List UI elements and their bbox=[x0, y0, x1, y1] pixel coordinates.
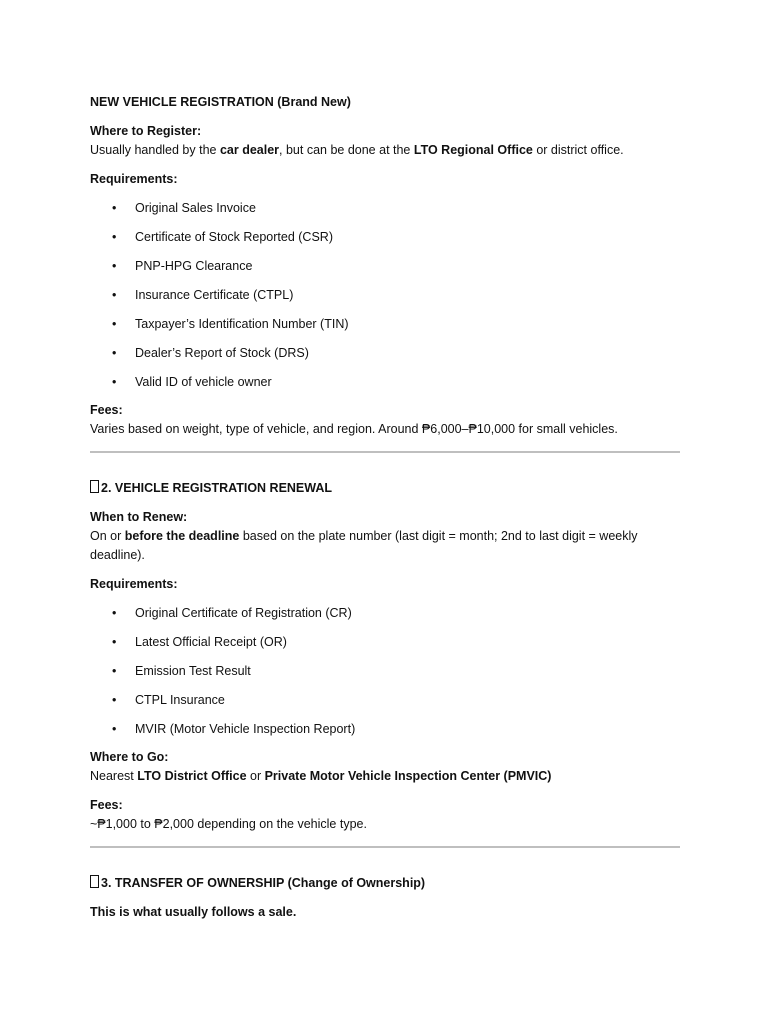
requirements-label: Requirements: bbox=[90, 577, 178, 591]
requirements-list-new bbox=[90, 199, 680, 392]
box-icon bbox=[90, 875, 99, 888]
fees-label: Fees: bbox=[90, 403, 123, 417]
list-item: • Original Sales Invoice bbox=[90, 199, 680, 218]
fees-text: Varies based on weight, type of vehicle, and region. Around ₱6,000–₱10,000 for small vehicles. bbox=[90, 422, 618, 436]
where-to-go-text: Nearest LTO District Office or Private Motor Vehicle Inspection Center (PMVIC) bbox=[90, 769, 552, 783]
requirements-list-renewal bbox=[90, 604, 680, 739]
list-item: • Dealer’s Report of Stock (DRS) bbox=[90, 344, 680, 363]
list-item: • Certificate of Stock Reported (CSR) bbox=[90, 228, 680, 247]
list-item: • CTPL Insurance bbox=[90, 691, 680, 710]
list-item: • Insurance Certificate (CTPL) bbox=[90, 286, 680, 305]
list-item: • Emission Test Result bbox=[90, 662, 680, 681]
list-item: • Valid ID of vehicle owner bbox=[90, 373, 680, 392]
section-title-renewal: 2. VEHICLE REGISTRATION RENEWAL bbox=[90, 479, 680, 498]
requirements-label: Requirements: bbox=[90, 172, 178, 186]
where-to-register-text: Usually handled by the car dealer, but can be done at the LTO Regional Office or district office. bbox=[90, 143, 624, 157]
list-item: • Taxpayer’s Identification Number (TIN) bbox=[90, 315, 680, 334]
section-title-new-registration: NEW VEHICLE REGISTRATION (Brand New) bbox=[90, 95, 351, 109]
where-to-register-label: Where to Register: bbox=[90, 124, 202, 138]
when-to-renew-text: On or before the deadline based on the plate number (last digit = month; 2nd to last digit = weekly deadline). bbox=[90, 529, 638, 562]
where-to-go-label: Where to Go: bbox=[90, 750, 169, 764]
when-to-renew-label: When to Renew: bbox=[90, 510, 188, 524]
section-title-transfer: 3. TRANSFER OF OWNERSHIP (Change of Ownership) bbox=[90, 874, 680, 893]
section-divider bbox=[90, 846, 680, 848]
document-body bbox=[90, 93, 680, 922]
list-item: • PNP-HPG Clearance bbox=[90, 257, 680, 276]
box-icon bbox=[90, 480, 99, 493]
transfer-intro: This is what usually follows a sale. bbox=[90, 905, 297, 919]
list-item: • Latest Official Receipt (OR) bbox=[90, 633, 680, 652]
list-item: • MVIR (Motor Vehicle Inspection Report) bbox=[90, 720, 680, 739]
section-divider bbox=[90, 451, 680, 453]
fees-label: Fees: bbox=[90, 798, 123, 812]
list-item: • Original Certificate of Registration (CR) bbox=[90, 604, 680, 623]
fees-text: ~₱1,000 to ₱2,000 depending on the vehicle type. bbox=[90, 817, 367, 831]
